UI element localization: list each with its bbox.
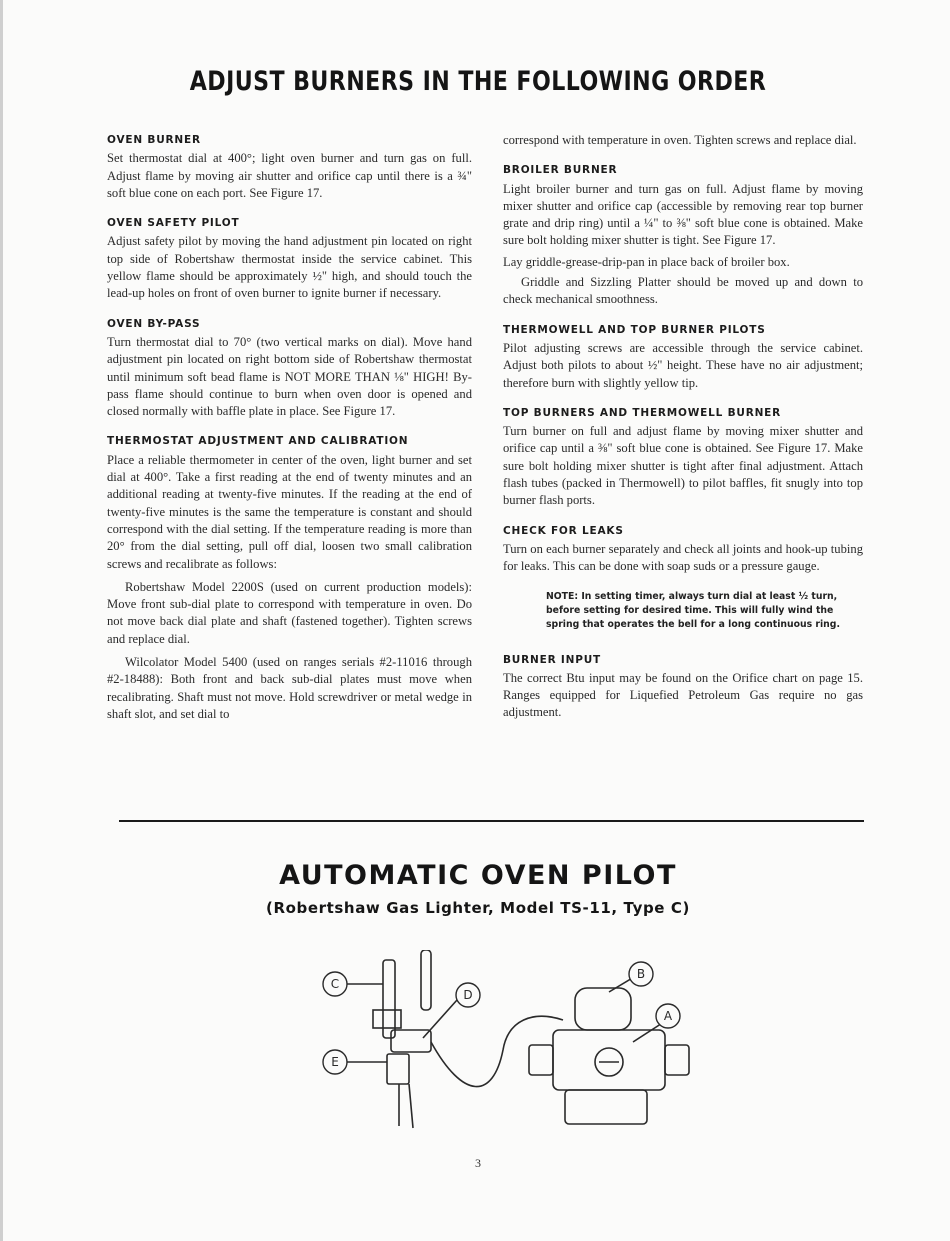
section-top-burners — [503, 405, 863, 510]
section-heading: OVEN SAFETY PILOT — [107, 217, 240, 230]
section-text: Place a reliable thermometer in center of the oven, light burner and set dial at 400°. Take a first reading at the end of twenty minutes and an additional reading at twenty-five minutes. If the reading at the end of twenty-five minutes is the same the temperature is constant and should correspond with the dial setting. If the temperature reading is more than 20° from the dial setting, pull off dial, loosen two small calibration screws and recalibrate as follows: — [107, 452, 472, 571]
section-thermowell-pilots — [503, 322, 863, 392]
callout-d-label: D — [463, 988, 473, 1002]
pilot-section-caption: (Robertshaw Gas Lighter, Model TS-11, Type C) — [266, 899, 690, 917]
section-heading: CHECK FOR LEAKS — [503, 524, 624, 537]
callout-a-label: A — [663, 1009, 673, 1023]
right-column — [503, 132, 863, 735]
pilot-tube — [383, 960, 395, 1038]
timer-note: NOTE: In setting timer, always turn dial at least ½ turn, before setting for desired time. This will fully wind the spring that operates the bell for a long continuous ring. — [546, 590, 840, 630]
section-text: Set thermostat dial at 400°; light oven burner and turn gas on full. Adjust flame by moving air shutter and orifice cap until there is a ¾" soft blue cone on each port. See Figure 17. — [107, 151, 472, 200]
wilcolator-model-text: Wilcolator Model 5400 (used on ranges serials #2-11016 through #2-18488): Both front and back sub-dial plates must move when recalibrating. Shaft must not move. Hold screwdriver or metal wedge in shaft slot, and set dial to — [107, 655, 472, 721]
section-heading: OVEN BY-PASS — [107, 317, 201, 330]
section-oven-safety-pilot — [107, 215, 472, 302]
section-check-for-leaks — [503, 523, 863, 632]
callout-e-label: E — [331, 1055, 339, 1069]
section-oven-by-pass — [107, 316, 472, 421]
callout-leader — [423, 1000, 457, 1038]
valve-port-right — [665, 1045, 689, 1075]
section-text: Turn thermostat dial to 70° (two vertical marks on dial). Move hand adjustment pin located on right bottom side of Robertshaw thermostat until minimum soft bead flame is NOT MORE THAN ⅛" HIGH! By-pass flame should continue to burn when oven door is opened and closed normally with baffle plate in place. See Figure 17. — [107, 334, 472, 419]
section-broiler-burner — [503, 162, 863, 308]
section-thermostat-calibration — [107, 433, 472, 723]
valve-lower — [565, 1090, 647, 1124]
section-calibration-continued — [503, 132, 863, 149]
section-divider — [119, 820, 864, 822]
valve-top — [575, 988, 631, 1030]
pilot-tube — [421, 950, 431, 1010]
pilot-bracket — [373, 1010, 401, 1028]
page-number: 3 — [475, 1156, 481, 1170]
callout-b-label: B — [636, 967, 646, 981]
section-text: Pilot adjusting screws are accessible through the service cabinet. Adjust both pilots to about ½" height. These have no air adjustment; therefore burn with slightly yellow tip. — [503, 340, 863, 390]
pilot-fitting — [391, 1030, 431, 1052]
gas-lighter-illustration — [303, 950, 703, 1140]
gas-line — [409, 1084, 413, 1128]
section-text: The correct Btu input may be found on the Orifice chart on page 15. Ranges equipped for Liquefied Petroleum Gas require no gas adjustment. — [503, 670, 863, 720]
callout-c-label: C — [330, 977, 340, 991]
section-oven-burner — [107, 132, 472, 202]
section-heading: THERMOSTAT ADJUSTMENT AND CALIBRATION — [107, 435, 409, 448]
capillary-tube — [431, 1016, 563, 1086]
section-heading: TOP BURNERS AND THERMOWELL BURNER — [503, 406, 782, 419]
valve-body — [553, 1030, 665, 1090]
section-text: Lay griddle-grease-drip-pan in place back of broiler box. — [503, 254, 790, 269]
robertshaw-model-text: Robertshaw Model 2200S (used on current production models): Move front sub-dial plate to correspond with temperature in oven. Do not move back dial plate and shaft (fastened together). Tighten screws and replace dial. — [107, 579, 472, 646]
section-text: Light broiler burner and turn gas on full. Adjust flame by moving mixer shutter and orifice cap (accessible by removing rear top burner grate and drip ring) until a ¼" to ⅜" soft blue cone is obtained. Make sure bolt holding mixer shutter is tight. See Figure 17. — [503, 181, 863, 248]
section-text: Turn on each burner separately and check all joints and hook-up tubing for leaks. This can be done with soap suds or a pressure gauge. — [503, 541, 863, 574]
left-column — [107, 132, 472, 736]
section-heading: THERMOWELL AND TOP BURNER PILOTS — [503, 323, 766, 336]
section-heading: OVEN BURNER — [107, 134, 201, 146]
page-title: ADJUST BURNERS IN THE FOLLOWING ORDER — [189, 66, 767, 97]
section-text: Griddle and Sizzling Platter should be moved up and down to check mechanical smoothness. — [503, 275, 863, 307]
section-heading: BROILER BURNER — [503, 164, 618, 177]
pilot-nut — [387, 1054, 409, 1084]
section-text: Turn burner on full and adjust flame by moving mixer shutter and orifice cap until a ⅜" soft blue cone is obtained. See Figure 17. Make sure bolt holding mixer shutter is tight after final adjustment. Attach flash tubes (packed in Thermowell) to pilot baffles, fit snugly into top burner flash ports. — [503, 424, 863, 508]
section-text: correspond with temperature in oven. Tighten screws and replace dial. — [503, 133, 857, 147]
pilot-section-title: AUTOMATIC OVEN PILOT — [279, 860, 677, 891]
section-burner-input — [503, 652, 863, 722]
section-heading: BURNER INPUT — [503, 653, 601, 666]
valve-port-left — [529, 1045, 553, 1075]
section-text: Adjust safety pilot by moving the hand adjustment pin located on right top side of Robertshaw thermostat inside the service cabinet. This yellow flame should be approximately ½" high, and should touch the lead-up holes on front of oven burner to ignite burner if necessary. — [107, 234, 472, 301]
